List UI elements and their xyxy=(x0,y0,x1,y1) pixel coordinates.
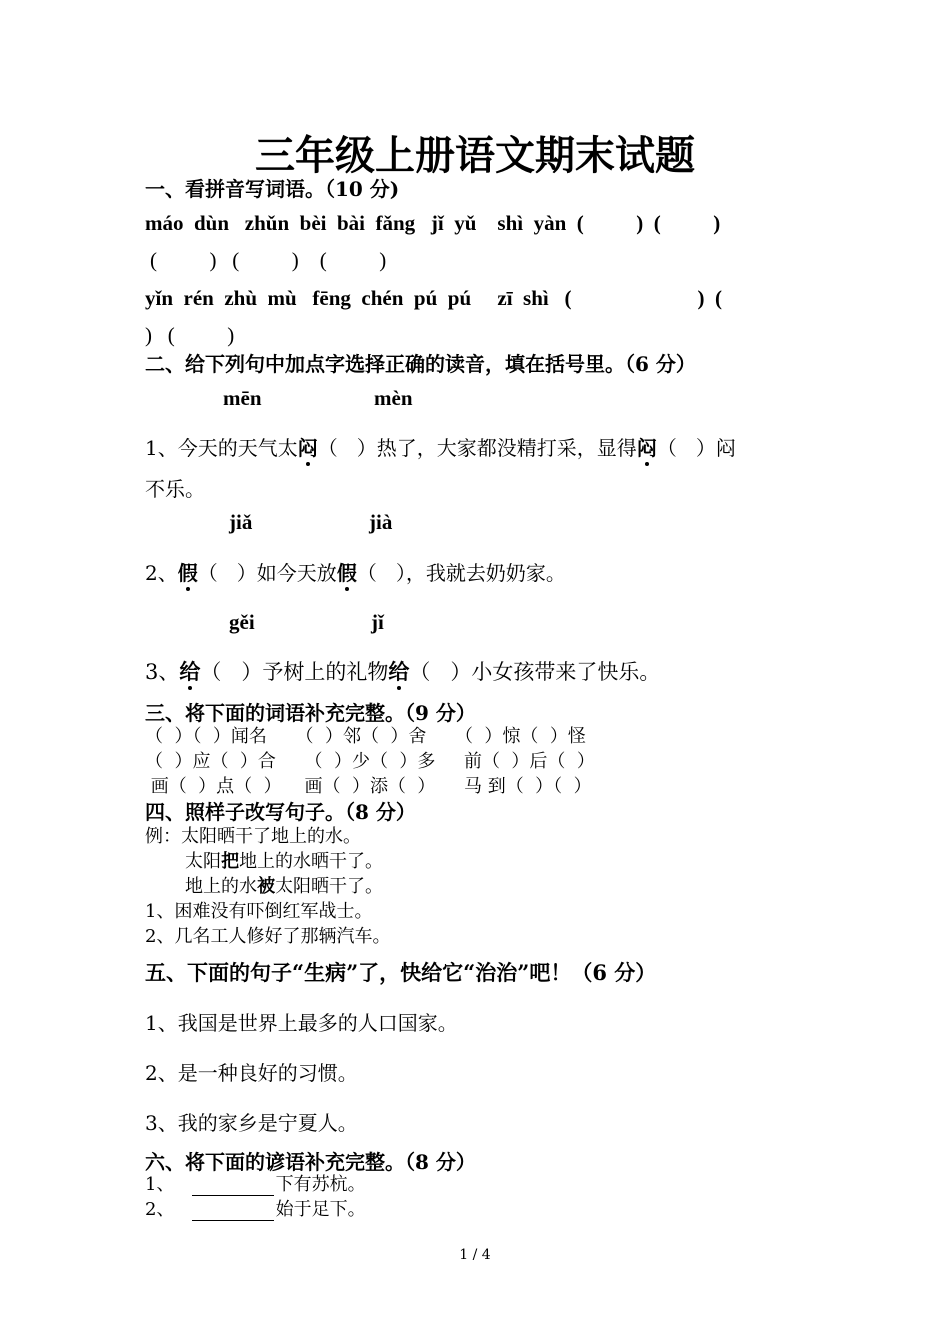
idiom-row-1: （ ）（ ）闻名 （ ）邻（ ）舍 （ ）惊（ ）怪 xyxy=(145,726,586,747)
question-4-1: 1、困难没有吓倒红军战士。 xyxy=(145,901,373,922)
dotted-char: 给 xyxy=(388,659,410,684)
text: （ ）如今天放 xyxy=(197,561,337,585)
question-6-2 xyxy=(145,1195,366,1221)
text: 2、 xyxy=(145,1199,192,1220)
text: 太阳晒干了。 xyxy=(275,876,384,897)
text: 下有苏杭。 xyxy=(275,1174,366,1195)
question-2-2 xyxy=(145,557,566,586)
question-6-1 xyxy=(145,1170,366,1196)
section-4-heading: 四、照样子改写句子。（8 分） xyxy=(145,800,416,824)
text: 1、今天的天气太 xyxy=(145,436,298,460)
q1-pinyin-option-a: mēn xyxy=(223,386,262,410)
page-title: 三年级上册语文期末试题 xyxy=(255,132,695,179)
question-5-3: 3、我的家乡是宁夏人。 xyxy=(145,1111,358,1135)
text: 2、 xyxy=(145,561,178,585)
dotted-char: 闷 xyxy=(297,436,318,460)
fill-blank[interactable] xyxy=(192,1202,274,1221)
pinyin-row-1: máo dùn zhǔn bèi bài fǎng jǐ yǔ shì yàn ( ) ( ) xyxy=(145,211,721,235)
answer-brackets-row-1: ( ) ( ) ( ) xyxy=(150,248,387,272)
question-5-2: 2、是一种良好的习惯。 xyxy=(145,1061,358,1085)
text: （ ）小女孩带来了快乐。 xyxy=(409,660,661,684)
example-sentence: 例：太阳晒干了地上的水。 xyxy=(145,826,361,847)
text: 1、 xyxy=(145,1174,192,1195)
text: 始于足下。 xyxy=(275,1199,366,1220)
text: 地上的水晒干了。 xyxy=(239,851,384,872)
dotted-char: 假 xyxy=(336,561,357,585)
question-2-1-cont: 不乐。 xyxy=(145,477,205,501)
example-bei-sentence xyxy=(145,872,383,898)
question-2-1 xyxy=(145,432,736,461)
q2-pinyin-option-a: jiǎ xyxy=(229,510,253,534)
question-4-2: 2、几名工人修好了那辆汽车。 xyxy=(145,926,391,947)
section-2-heading: 二、给下列句中加点字选择正确的读音，填在括号里。（6 分） xyxy=(145,352,696,376)
example-ba-sentence xyxy=(145,847,383,873)
dotted-char: 闷 xyxy=(636,436,657,460)
bold-char: 被 xyxy=(257,876,276,897)
idiom-row-2: （ ）应（ ）合 （ ）少（ ）多 前（ ）后（ ） xyxy=(145,751,595,772)
q3-pinyin-option-b: jǐ xyxy=(371,610,384,634)
section-1-heading: 一、看拼音写词语。（10 分) xyxy=(145,177,400,201)
q2-pinyin-option-b: jià xyxy=(369,510,393,534)
bold-char: 把 xyxy=(221,851,240,872)
text: 太阳 xyxy=(145,851,222,872)
question-2-3 xyxy=(145,656,660,686)
text: （ ）予树上的礼物 xyxy=(200,660,389,684)
text: （ ），我就去奶奶家。 xyxy=(356,561,566,585)
section-6-heading: 六、将下面的谚语补充完整。（8 分） xyxy=(145,1150,476,1174)
section-5-heading: 五、下面的句子“生病”了，快给它“治治”吧！（6 分） xyxy=(145,960,657,985)
fill-blank[interactable] xyxy=(192,1177,274,1196)
answer-brackets-row-2: ) ( ) xyxy=(145,323,235,347)
page-number: 1 / 4 xyxy=(459,1247,491,1263)
text: （ ）闷 xyxy=(656,436,736,460)
text: （ ）热了，大家都没精打采，显得 xyxy=(317,436,637,460)
text: 地上的水 xyxy=(145,876,258,897)
text: 3、 xyxy=(145,660,180,684)
section-3-heading: 三、将下面的词语补充完整。（9 分） xyxy=(145,701,476,725)
question-5-1: 1、我国是世界上最多的人口国家。 xyxy=(145,1011,458,1035)
q3-pinyin-option-a: gěi xyxy=(229,610,255,634)
idiom-row-3: 画（ ）点（ ） 画（ ）添（ ） 马 到（ ）（ ） xyxy=(145,776,592,797)
q1-pinyin-option-b: mèn xyxy=(374,386,413,410)
dotted-char: 给 xyxy=(179,659,201,684)
pinyin-row-2: yǐn rén zhù mù fēng chén pú pú zī shì ( ) ( xyxy=(145,286,722,310)
dotted-char: 假 xyxy=(177,561,198,585)
